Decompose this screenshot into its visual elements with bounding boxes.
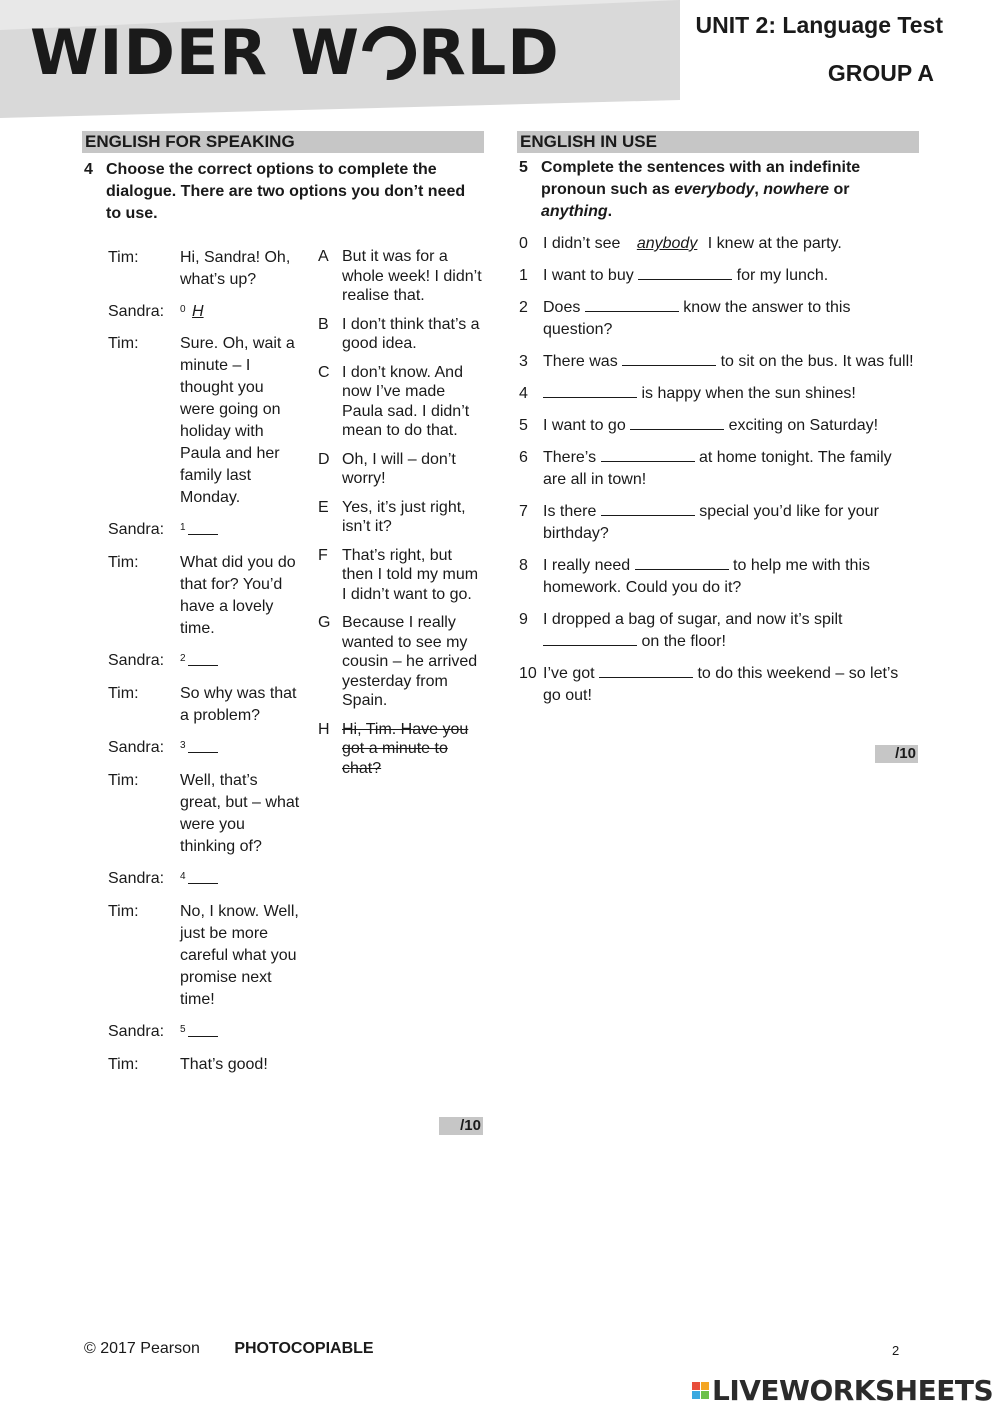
option-f	[318, 546, 488, 605]
liveworksheets-text: LIVEWORKSHEETS	[712, 1374, 994, 1407]
sentence-item	[517, 415, 919, 437]
sentence-after: to sit on the bus. It was full!	[716, 353, 914, 370]
gap-number: 2	[180, 653, 186, 664]
speaker-name: Tim:	[108, 903, 139, 920]
sentence-item	[517, 501, 919, 545]
speaker-name: Tim:	[108, 1056, 139, 1073]
answer-blank[interactable]	[585, 298, 679, 312]
use-score-box: /10	[875, 745, 918, 763]
dialogue-line	[108, 683, 308, 727]
brand-o-ring	[351, 15, 427, 91]
instruction-part: ,	[754, 181, 764, 198]
sentence-after: to do this weekend – so let’s go out!	[543, 665, 899, 704]
sentence-number: 6	[519, 449, 528, 466]
answer-gap[interactable]	[188, 737, 218, 753]
speaker-name: Sandra:	[108, 870, 165, 887]
option-letter: E	[318, 498, 329, 516]
dialogue-line	[108, 301, 308, 323]
answer-blank[interactable]	[543, 384, 637, 398]
dialogue-line	[108, 519, 308, 542]
speaker-name: Sandra:	[108, 521, 165, 538]
use-section-title: ENGLISH IN USE	[517, 131, 919, 153]
speaker-name: Sandra:	[108, 1023, 165, 1040]
sentence-list	[517, 265, 919, 707]
sentence-before: There was	[543, 353, 623, 370]
option-text: I don’t know. And now I’ve made Paula sad. I didn’t mean to do that.	[342, 363, 470, 439]
sentence-before: I didn’t see	[543, 235, 625, 252]
sentence-item	[517, 555, 919, 599]
gap-container	[178, 1021, 300, 1044]
speaking-section	[82, 131, 484, 1117]
speaker-text: Hi, Sandra! Oh, what’s up?	[180, 249, 291, 288]
answer-gap[interactable]	[188, 868, 218, 884]
sentence-before: Does	[543, 299, 585, 316]
option-text: I don’t think that’s a good idea.	[342, 315, 480, 352]
gap-number: 1	[180, 522, 186, 533]
sentence-after: for my lunch.	[732, 267, 829, 284]
option-b	[318, 315, 488, 354]
sentence-item	[517, 351, 919, 373]
answer-blank[interactable]	[601, 502, 695, 516]
option-c	[318, 363, 488, 441]
option-text: That’s right, but then I told my mum I didn’t want to go.	[342, 546, 479, 603]
answer-blank[interactable]	[599, 664, 693, 678]
sentence-text	[543, 233, 917, 255]
dialogue-line	[108, 1054, 308, 1076]
sentence-text	[543, 555, 917, 599]
sentence-number: 8	[519, 557, 528, 574]
sentence-number: 5	[519, 417, 528, 434]
exercise-number: 5	[519, 159, 528, 176]
instruction-text	[541, 157, 919, 223]
sentence-before: There’s	[543, 449, 601, 466]
speaking-section-title: ENGLISH FOR SPEAKING	[82, 131, 484, 153]
unit-title: UNIT 2: Language Test	[695, 12, 943, 38]
answer-blank[interactable]	[638, 266, 732, 280]
example-sentence	[517, 233, 919, 255]
dialogue-line	[108, 552, 308, 640]
sentence-item	[517, 265, 919, 287]
wider-world-logo	[30, 16, 560, 89]
gap-number: 5	[180, 1024, 186, 1035]
sentence-text	[543, 351, 917, 373]
option-text: But it was for a whole week! I didn’t realise that.	[342, 248, 482, 304]
dialogue-line	[108, 901, 308, 1011]
speaker-name: Tim:	[108, 554, 139, 571]
sentence-number: 9	[519, 611, 528, 628]
option-letter: A	[318, 248, 329, 265]
dialogue-area	[82, 247, 484, 1117]
sentence-after: know the answer to this question?	[543, 299, 851, 338]
answer-gap[interactable]	[188, 1021, 218, 1037]
gap-number: 4	[180, 871, 186, 882]
speaker-text: Sure. Oh, wait a minute – I thought you were going on holiday with Paula and her family last Monday.	[180, 335, 295, 506]
sentence-number: 3	[519, 353, 528, 370]
dialogue-lines	[108, 247, 308, 1086]
speaker-name: Sandra:	[108, 739, 165, 756]
exercise-5-instruction	[517, 157, 919, 223]
instruction-text: Choose the correct options to complete the dialogue. There are two options you don’t need to use.	[106, 161, 466, 222]
sentence-after: I knew at the party.	[703, 235, 842, 252]
speaker-name: Tim:	[108, 335, 139, 352]
option-d	[318, 450, 488, 489]
gap-container	[178, 519, 300, 542]
speaker-name: Tim:	[108, 685, 139, 702]
gap-container	[178, 737, 300, 760]
option-text: Oh, I will – don’t worry!	[342, 450, 456, 487]
option-text: Because I really wanted to see my cousin – he arrived yesterday from Spain.	[342, 614, 478, 709]
sentence-before: I want to go	[543, 417, 631, 434]
gap-container	[178, 650, 300, 673]
option-letter: G	[318, 614, 331, 631]
speaker-text: What did you do that for? You’d have a lovely time.	[180, 554, 296, 637]
sentence-item	[517, 383, 919, 405]
dialogue-line	[108, 737, 308, 760]
instruction-example-word: nowhere	[763, 181, 830, 198]
sentence-number: 7	[519, 503, 528, 520]
sentence-item	[517, 447, 919, 491]
sentence-number: 4	[519, 385, 528, 402]
photocopiable-label: PHOTOCOPIABLE	[234, 1340, 374, 1357]
footer	[84, 1340, 374, 1358]
instruction-example-word: anything	[541, 203, 608, 220]
answer-blank[interactable]	[622, 352, 716, 366]
sentence-text	[543, 415, 917, 437]
option-h	[318, 720, 488, 779]
option-g	[318, 613, 488, 711]
liveworksheets-icon	[692, 1382, 709, 1399]
speaker-name: Tim:	[108, 249, 139, 266]
sentence-text	[543, 265, 917, 287]
use-section	[517, 131, 919, 717]
speaker-name: Sandra:	[108, 652, 165, 669]
speaker-text: Well, that’s great, but – what were you thinking of?	[180, 772, 300, 855]
sentence-text	[543, 501, 917, 545]
sentence-before: I really need	[543, 557, 635, 574]
dialogue-line	[108, 868, 308, 891]
instruction-example-word: everybody	[674, 181, 755, 198]
sentence-text	[543, 447, 917, 491]
dialogue-line	[108, 247, 308, 291]
dialogue-options	[318, 247, 488, 787]
dialogue-line	[108, 1021, 308, 1044]
option-letter: D	[318, 450, 330, 468]
answer-gap[interactable]	[188, 650, 218, 666]
sentence-after: exciting on Saturday!	[724, 417, 879, 434]
option-a	[318, 247, 488, 306]
answer-gap[interactable]	[188, 519, 218, 535]
gap-number: 0	[180, 304, 186, 315]
option-text: Hi, Tim. Have you got a minute to chat?	[342, 720, 469, 777]
option-letter: B	[318, 315, 329, 333]
sentence-text	[543, 609, 917, 653]
dialogue-line	[108, 333, 308, 509]
brand-right: RLD	[418, 16, 560, 89]
dialogue-line	[108, 770, 308, 858]
sentence-text	[543, 663, 917, 707]
speaking-score-box: /10	[439, 1117, 483, 1135]
sentence-before: I want to buy	[543, 267, 639, 284]
page-number: 2	[892, 1343, 900, 1358]
instruction-part: Complete the sentences with an indefinite pronoun such as	[541, 159, 861, 198]
sentence-before: I’ve got	[543, 665, 600, 682]
option-letter: H	[318, 720, 330, 738]
copyright: © 2017 Pearson	[84, 1340, 200, 1357]
exercise-4-instruction	[82, 159, 484, 225]
sentence-number: 1	[519, 267, 528, 284]
option-e	[318, 498, 488, 537]
sentence-item	[517, 663, 919, 707]
instruction-part: .	[607, 203, 613, 220]
example-answer: anybody	[636, 235, 698, 252]
exercise-number: 4	[84, 161, 93, 178]
instruction-part: or	[829, 181, 850, 198]
sentence-number: 2	[519, 299, 528, 316]
sentence-after: on the floor!	[637, 633, 726, 650]
brand-left: WIDER W	[30, 16, 360, 89]
answer-blank[interactable]	[543, 632, 637, 646]
option-letter: F	[318, 546, 328, 564]
speaker-name: Sandra:	[108, 303, 165, 320]
answer-blank[interactable]	[630, 416, 724, 430]
sentence-text	[543, 383, 917, 405]
liveworksheets-logo[interactable]	[692, 1374, 993, 1407]
sentence-item	[517, 297, 919, 341]
sentence-after: is happy when the sun shines!	[637, 385, 856, 402]
gap-number: 3	[180, 740, 186, 751]
sentence-number: 10	[519, 665, 537, 682]
sentence-item	[517, 609, 919, 653]
speaker-text: That’s good!	[180, 1056, 268, 1073]
option-text: Yes, it’s just right, isn’t it?	[342, 498, 466, 535]
example-answer: H	[192, 303, 204, 320]
sentence-number: 0	[519, 235, 528, 252]
group-title: GROUP A	[827, 60, 934, 86]
answer-blank[interactable]	[601, 448, 695, 462]
sentence-after: to help me with this homework. Could you do it?	[543, 557, 871, 596]
sentence-text	[543, 297, 917, 341]
option-letter: C	[318, 363, 330, 381]
answer-blank[interactable]	[635, 556, 729, 570]
speaker-text: No, I know. Well, just be more careful what you promise next time!	[180, 903, 299, 1008]
gap-container	[178, 868, 300, 891]
example-gap	[178, 301, 300, 323]
sentence-after: at home tonight. The family are all in town!	[543, 449, 892, 488]
speaker-text: So why was that a problem?	[180, 685, 297, 724]
sentence-before: I dropped a bag of sugar, and now it’s spilt	[543, 611, 843, 628]
sentence-before: Is there	[543, 503, 601, 520]
speaker-name: Tim:	[108, 772, 139, 789]
sentence-after: special you’d like for your birthday?	[543, 503, 879, 542]
dialogue-line	[108, 650, 308, 673]
